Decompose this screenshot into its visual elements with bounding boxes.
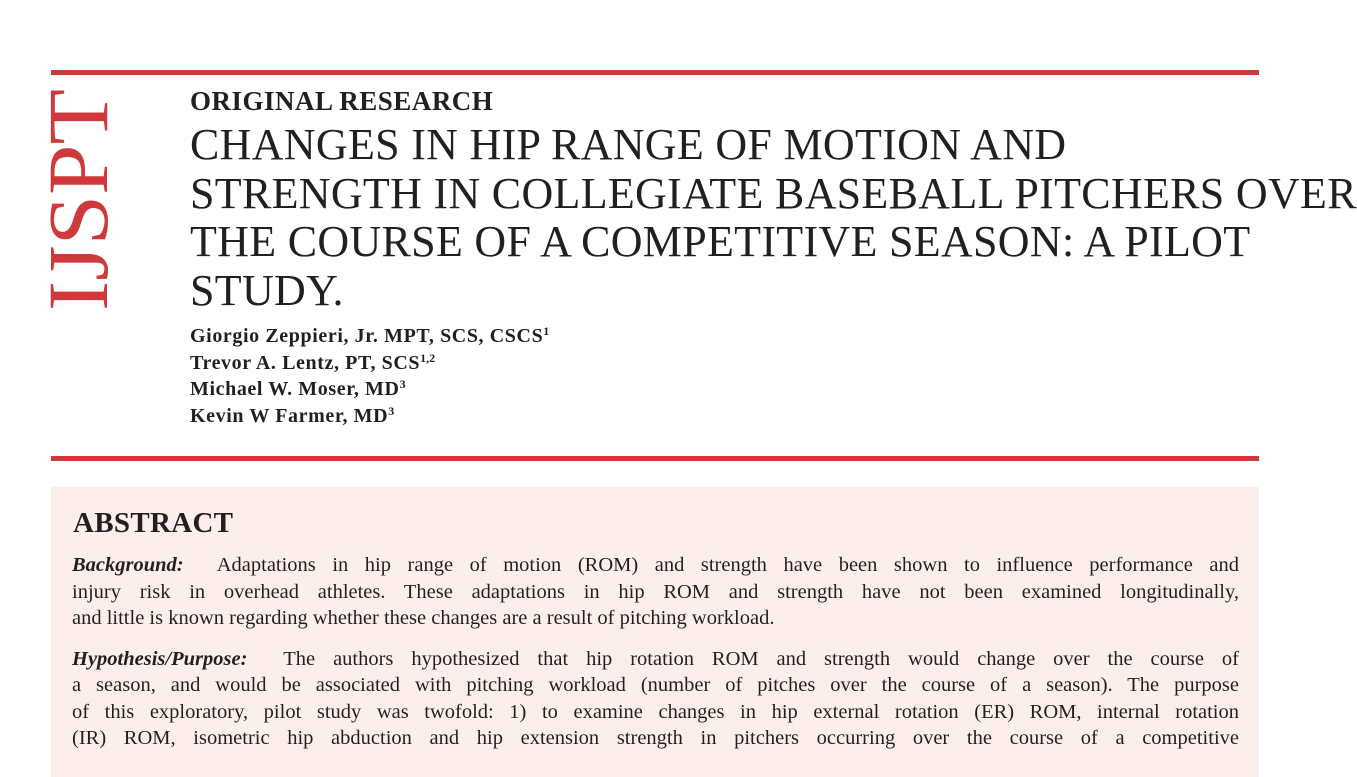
abstract-line-text: The authors hypothesized that hip rotation ROM and strength would change over the course of: [283, 647, 1240, 670]
abstract-line: of this exploratory, pilot study was twofold: 1) to examine changes in hip external rotation (ER) ROM, internal rotation: [72, 700, 1239, 723]
article-type: ORIGINAL RESEARCH: [190, 86, 494, 116]
abstract-line: [72, 646, 1239, 673]
abstract-heading: ABSTRACT: [73, 507, 234, 539]
section-label: Hypothesis/Purpose:: [72, 647, 248, 670]
abstract-line: a season, and would be associated with pitching workload (number of pitches over the course of a season). The purpose: [72, 674, 1239, 696]
abstract-section-background: [72, 552, 1239, 632]
header-top-rule: [51, 70, 1259, 75]
author-name: Trevor A. Lentz, PT, SCS: [190, 351, 421, 374]
journal-logo-text: IJSPT: [30, 100, 126, 311]
author: [190, 376, 549, 403]
author-affiliation: 1: [543, 324, 550, 338]
abstract-line: injury risk in overhead athletes. These adaptations in hip ROM and strength have not been examined longitudinally,: [72, 580, 1239, 603]
author-name: Michael W. Moser, MD: [190, 378, 400, 400]
author: [190, 403, 549, 430]
abstract-box: [51, 487, 1259, 777]
author: [190, 350, 549, 377]
abstract-line: [72, 552, 1239, 579]
author-affiliation: 3: [388, 403, 395, 418]
header-bottom-rule: [51, 456, 1259, 461]
author-affiliation: 1,2: [420, 350, 436, 365]
author-name: Kevin W Farmer, MD: [190, 404, 389, 427]
abstract-body: [72, 552, 1239, 766]
article-title-line: STRENGTH IN COLLEGIATE BASEBALL PITCHERS OVER: [190, 168, 1357, 218]
abstract-section-hypothesis: [72, 646, 1239, 752]
abstract-line: and little is known regarding whether these changes are a result of pitching workload.: [72, 607, 775, 629]
article-title-line: THE COURSE OF A COMPETITIVE SEASON: A PILOT: [190, 217, 1251, 266]
journal-logo: [30, 88, 126, 313]
author: [190, 323, 549, 350]
abstract-line-text: Adaptations in hip range of motion (ROM) and strength have been shown to influence performance and: [216, 554, 1239, 576]
author-name: Giorgio Zeppieri, Jr. MPT, SCS, CSCS: [190, 325, 544, 347]
section-label: Background:: [72, 554, 184, 576]
article-title-line: STUDY.: [190, 265, 344, 315]
article-title: [190, 120, 1357, 315]
author-list: [190, 323, 549, 429]
author-affiliation: 3: [399, 377, 406, 391]
article-title-line: CHANGES IN HIP RANGE OF MOTION AND: [190, 120, 1067, 169]
abstract-line: (IR) ROM, isometric hip abduction and hip extension strength in pitchers occurring over the course of a competitive: [72, 727, 1239, 749]
